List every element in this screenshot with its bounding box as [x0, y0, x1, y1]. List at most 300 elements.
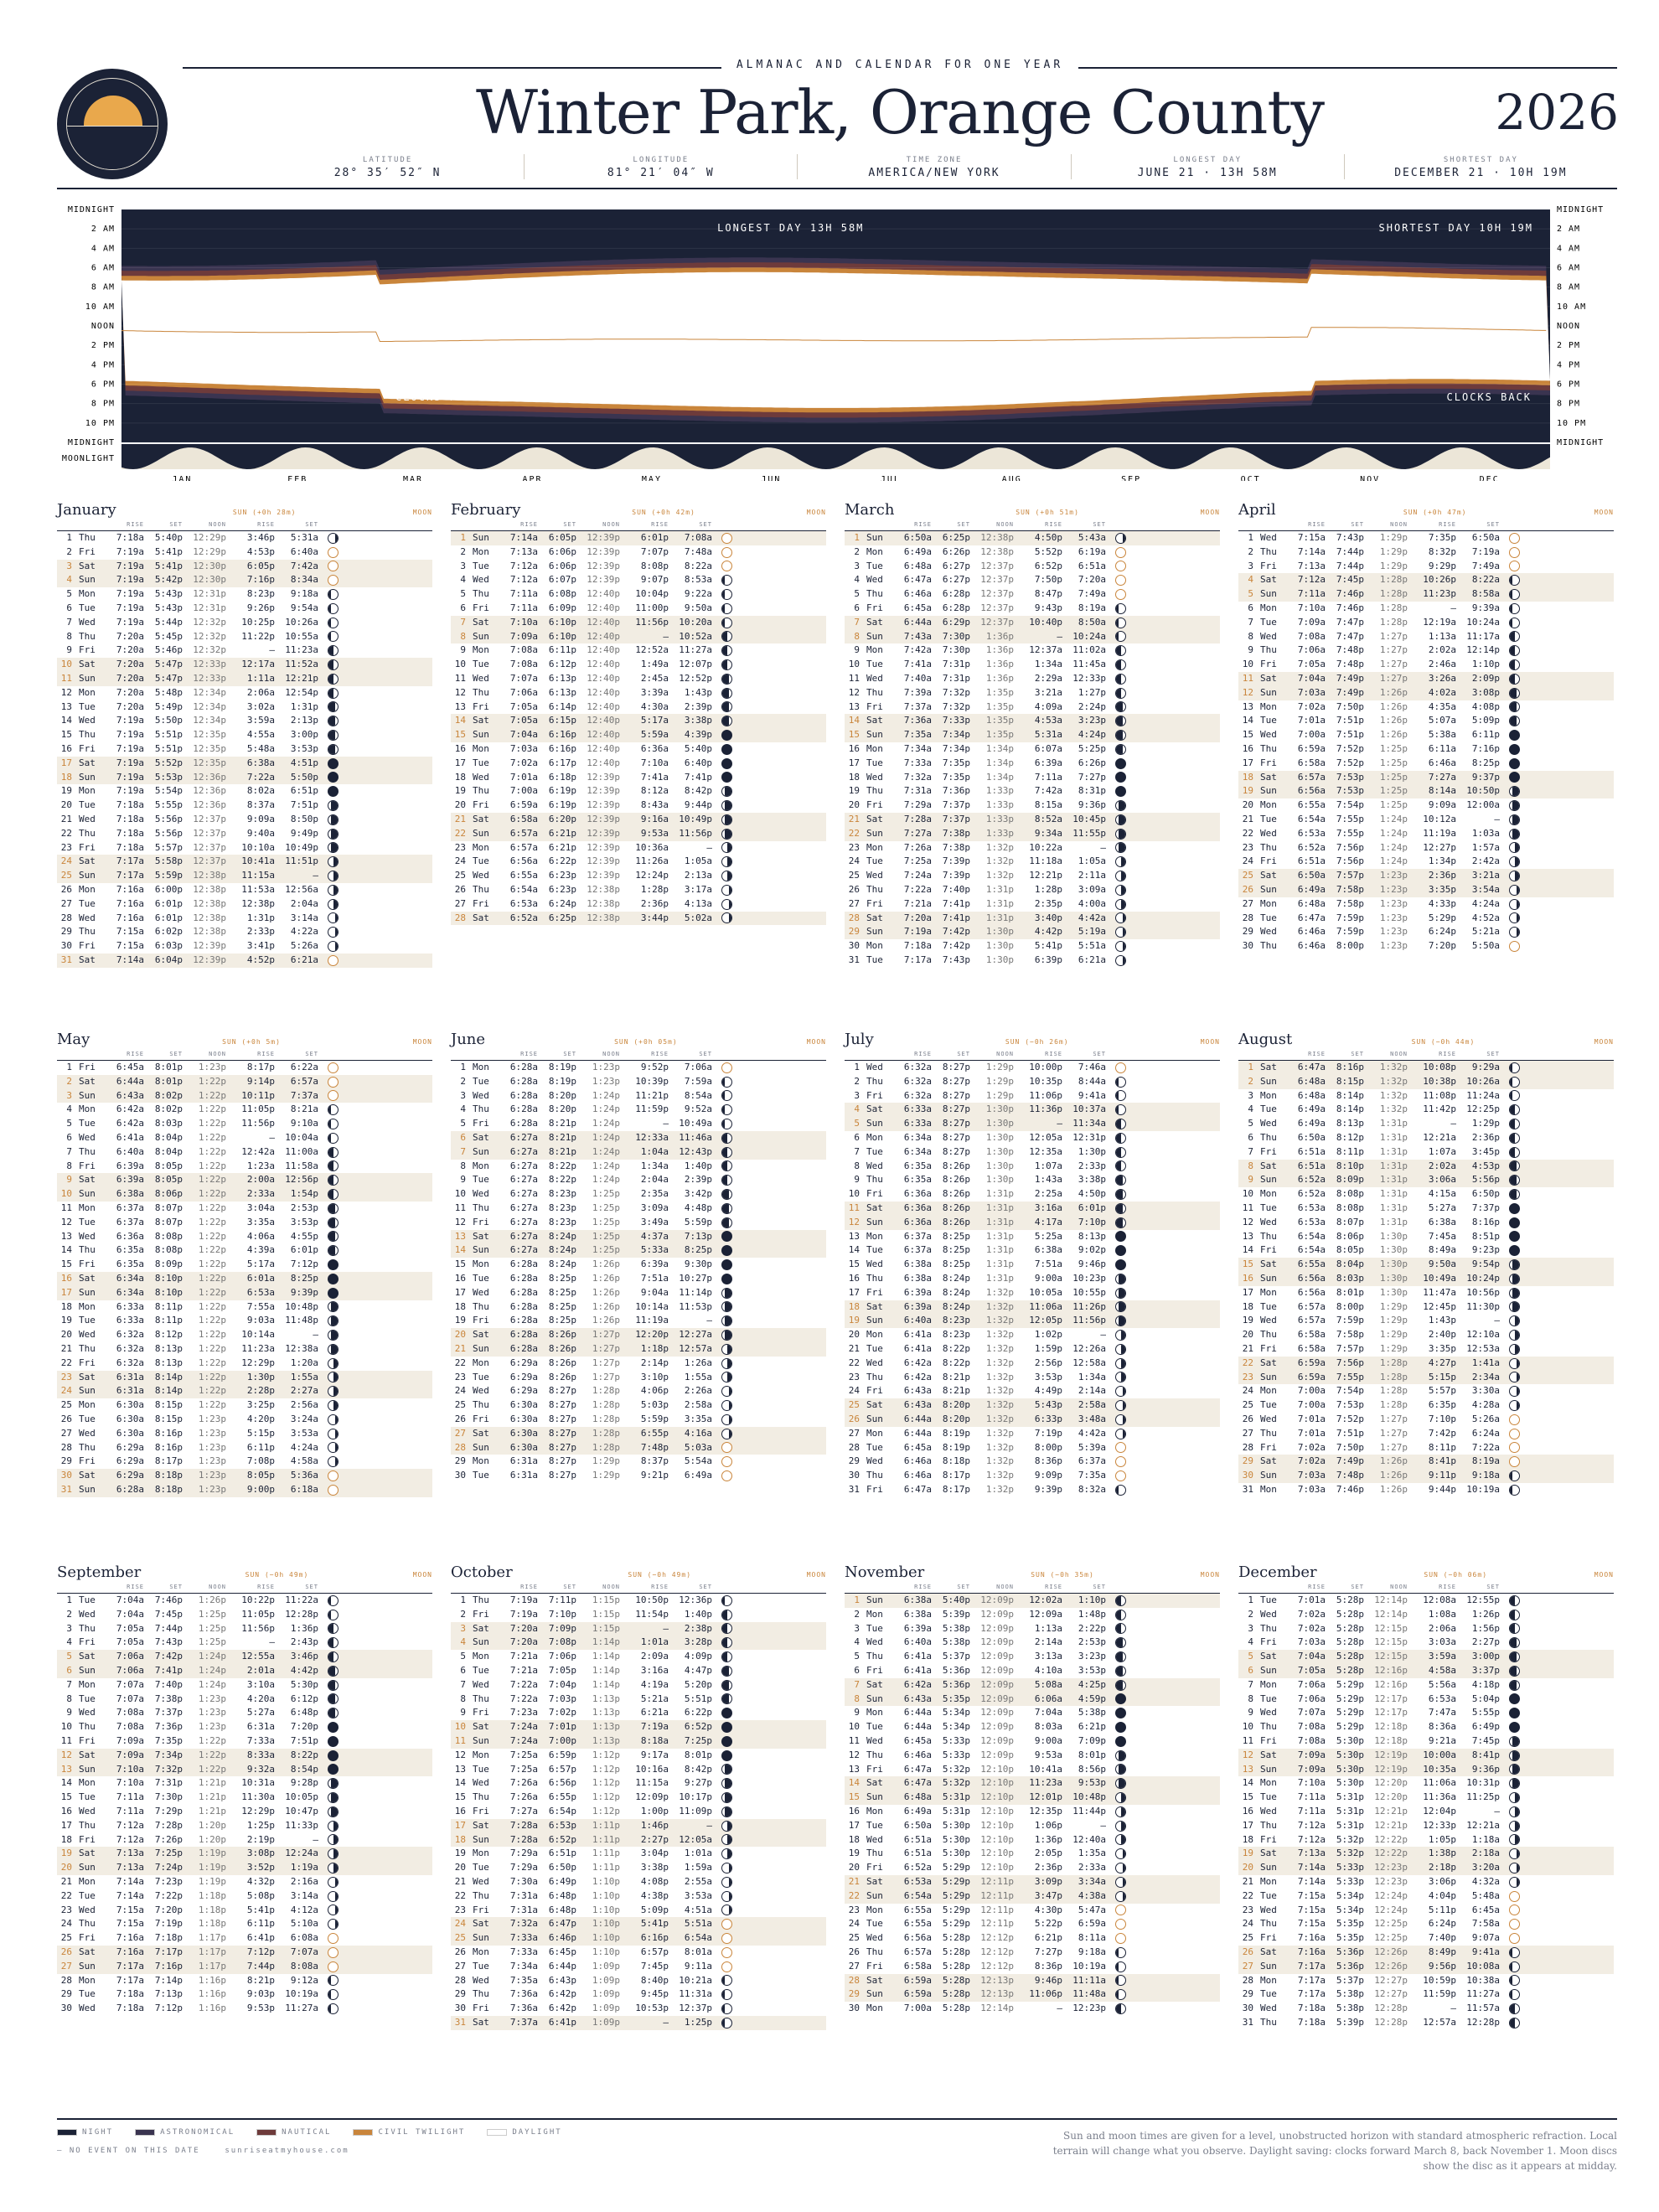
- moonset: 4:09p: [684, 1651, 712, 1662]
- moonrise: 10:26p: [1423, 574, 1456, 586]
- weekday: Fri: [866, 1483, 883, 1495]
- solar-noon: 1:32p: [985, 1300, 1014, 1312]
- solar-noon: 1:30p: [985, 1174, 1014, 1186]
- solar-noon: 1:22p: [198, 1118, 226, 1129]
- day-number: 25: [1242, 1399, 1253, 1411]
- weekday: Sat: [79, 1075, 96, 1087]
- sunset: 8:17p: [154, 1455, 183, 1467]
- moonset: 1:05a: [684, 855, 712, 867]
- sunrise: 7:19a: [116, 757, 144, 768]
- moonrise: 3:59a: [246, 715, 275, 726]
- moonrise: 8:33a: [246, 1749, 275, 1760]
- moon-phase-icon: [328, 955, 339, 966]
- moonrise: 7:42p: [1428, 1427, 1456, 1439]
- day-row: [1238, 658, 1614, 672]
- sunset: 8:27p: [942, 1145, 970, 1157]
- weekday: Mon: [866, 1707, 883, 1718]
- moon-phase-icon: [721, 1386, 732, 1397]
- moon-phase-icon: [328, 1301, 339, 1312]
- moonset: 3:37p: [1471, 1664, 1500, 1676]
- solar-noon: 1:31p: [985, 1230, 1014, 1242]
- solar-noon: 1:28p: [592, 1427, 620, 1439]
- day-number: 21: [1242, 1342, 1253, 1354]
- weekday: Sat: [79, 757, 96, 768]
- moonrise: 2:04a: [640, 1174, 669, 1186]
- weekday: Tue: [473, 560, 489, 571]
- solar-noon: 1:36p: [985, 644, 1014, 656]
- solar-noon: 1:30p: [985, 1131, 1014, 1143]
- solar-noon: 1:23p: [1379, 940, 1408, 952]
- moonset: 4:24p: [1078, 729, 1106, 741]
- sunset: 5:30p: [1336, 1777, 1364, 1789]
- weekday: Mon: [473, 1357, 489, 1368]
- sunset: 7:55p: [1336, 827, 1364, 839]
- moonset: 9:23p: [1471, 1244, 1500, 1256]
- weekday: Thu: [473, 1693, 489, 1704]
- moon-phase-icon: [1509, 730, 1520, 741]
- moon-phase-icon: [328, 1062, 339, 1073]
- day-row: [57, 1946, 432, 1960]
- moon-phase-icon: [328, 1147, 339, 1158]
- sunrise: 6:28a: [509, 1118, 538, 1129]
- solar-noon: 1:19p: [198, 1875, 226, 1887]
- day-row: [57, 757, 432, 771]
- col-set: SET: [563, 1051, 576, 1057]
- moon-phase-icon: [1115, 533, 1126, 544]
- moonrise: 7:08p: [246, 1455, 275, 1467]
- sunset: 8:19p: [548, 1062, 576, 1072]
- sunset: 7:02p: [548, 1707, 576, 1718]
- weekday: Wed: [1260, 2003, 1277, 2014]
- moonrise: 10:22a: [1029, 841, 1062, 853]
- sunset: 7:44p: [154, 1622, 183, 1634]
- sunrise: 6:56a: [1297, 1286, 1326, 1298]
- moonrise: 10:04p: [635, 588, 669, 600]
- weekday: Sat: [79, 1946, 96, 1957]
- sunrise: 6:42a: [116, 1103, 144, 1115]
- day-row: [451, 1258, 826, 1272]
- solar-noon: 1:26p: [1379, 686, 1408, 698]
- day-row: [57, 1664, 432, 1678]
- solar-noon: 1:32p: [985, 1427, 1014, 1439]
- sunrise: 6:58a: [1297, 1342, 1326, 1354]
- sunrise: 7:24a: [509, 1734, 538, 1746]
- day-row: [451, 1145, 826, 1160]
- moonrise: 9:04a: [640, 1286, 669, 1298]
- sunset: 5:51p: [154, 742, 183, 754]
- moonset: 4:53p: [1471, 1160, 1500, 1171]
- day-row: [1238, 630, 1614, 644]
- solar-noon: 1:23p: [198, 1470, 226, 1481]
- moonrise: 8:03a: [1034, 1721, 1062, 1733]
- moonset: 10:23p: [1072, 1272, 1106, 1284]
- sunset: 7:28p: [154, 1819, 183, 1831]
- moon-phase-icon: [721, 631, 732, 642]
- day-number: 12: [848, 1216, 860, 1227]
- moonrise: 3:52p: [246, 1862, 275, 1873]
- moon-phase-icon: [1509, 1344, 1520, 1355]
- month-name: May: [57, 1031, 90, 1048]
- sunset: 7:44p: [1336, 560, 1364, 571]
- day-row: [845, 855, 1220, 869]
- moonset: 3:00p: [1471, 1651, 1500, 1662]
- moon-phase-icon: [721, 1778, 732, 1789]
- moon-phase-icon: [1115, 547, 1126, 558]
- solar-noon: 12:39p: [193, 940, 226, 952]
- sunset: 7:35p: [942, 757, 970, 768]
- sunset: 6:24p: [548, 897, 576, 909]
- moon-phase-icon: [1115, 2003, 1126, 2014]
- weekday: Sat: [1260, 1455, 1277, 1467]
- moon-phase-icon: [328, 744, 339, 755]
- sunrise: 7:09a: [116, 1749, 144, 1760]
- moonrise: —: [1450, 1118, 1456, 1129]
- sunrise: 6:51a: [1297, 855, 1326, 867]
- day-number: 28: [454, 1974, 466, 1986]
- day-number: 11: [454, 1734, 466, 1746]
- moon-phase-icon: [1509, 856, 1520, 867]
- moon-phase-icon: [1115, 1429, 1126, 1439]
- moonrise: 4:33p: [1428, 897, 1456, 909]
- solar-noon: 1:30p: [1379, 1244, 1408, 1256]
- moonrise: 7:48p: [640, 1441, 669, 1453]
- weekday: Thu: [473, 1300, 489, 1312]
- day-row: [57, 531, 432, 545]
- day-row: [1238, 545, 1614, 560]
- day-row: [1238, 1749, 1614, 1763]
- sunrise: 7:04a: [116, 1594, 144, 1605]
- weekday: Fri: [473, 2003, 489, 2014]
- day-number: 7: [460, 1678, 466, 1690]
- moonset: 4:16a: [684, 1427, 712, 1439]
- day-number: 3: [66, 1622, 72, 1634]
- sunrise: 6:57a: [509, 841, 538, 853]
- weekday: Wed: [473, 1286, 489, 1298]
- weekday: Wed: [79, 1707, 96, 1718]
- moonrise: 11:19a: [1423, 827, 1456, 839]
- sunset: 8:12p: [154, 1329, 183, 1341]
- day-number: 12: [60, 686, 72, 698]
- weekday: Wed: [473, 1777, 489, 1789]
- day-number: 8: [66, 1160, 72, 1171]
- sunrise: 7:12a: [1297, 1833, 1326, 1845]
- sunrise: 7:11a: [1297, 1805, 1326, 1817]
- solar-noon: 1:29p: [1379, 532, 1408, 543]
- sunrise: 7:20a: [116, 686, 144, 698]
- moonrise: 9:39p: [1034, 1483, 1062, 1495]
- moonset: 1:26p: [1471, 1608, 1500, 1620]
- moonset: 10:31p: [1466, 1777, 1500, 1789]
- day-row: [845, 1187, 1220, 1202]
- sunrise: 7:18a: [116, 827, 144, 839]
- day-number: 13: [1242, 700, 1253, 712]
- weekday: Wed: [866, 1357, 883, 1368]
- moon-phase-icon: [1115, 899, 1126, 910]
- moonrise: 2:14p: [640, 1357, 669, 1368]
- day-row: [1238, 841, 1614, 855]
- sunset: 7:37p: [942, 799, 970, 811]
- solar-noon: 12:40p: [587, 616, 620, 628]
- sunset: 8:08p: [1336, 1188, 1364, 1200]
- moonrise: 4:09a: [1034, 700, 1062, 712]
- sunset: 7:25p: [154, 1848, 183, 1859]
- moon-phase-icon: [721, 1848, 732, 1859]
- moon-phase-icon: [1115, 1821, 1126, 1832]
- moonset: 4:51p: [290, 757, 318, 768]
- moonset: 4:48p: [684, 1202, 712, 1213]
- day-number: 6: [66, 1664, 72, 1676]
- moon-phase-icon: [1115, 1274, 1126, 1284]
- weekday: Sat: [473, 1622, 489, 1634]
- sunset: 8:26p: [942, 1202, 970, 1213]
- moonset: 10:45p: [1072, 813, 1106, 824]
- moon-phase-icon: [1115, 561, 1126, 571]
- moon-phase-icon: [328, 800, 339, 811]
- sunrise: 7:15a: [116, 926, 144, 938]
- day-row: [845, 1145, 1220, 1160]
- moon-phase-icon: [328, 1330, 339, 1341]
- moonset: —: [1100, 841, 1106, 853]
- moonset: 3:35a: [684, 1413, 712, 1424]
- legend-item: [353, 2128, 465, 2137]
- sunset: 8:17p: [942, 1483, 970, 1495]
- moon-phase-icon: [1509, 1245, 1520, 1256]
- solar-noon: 12:11p: [980, 1918, 1014, 1930]
- weekday: Mon: [473, 1651, 489, 1662]
- sunset: 5:38p: [942, 1622, 970, 1634]
- day-row: [845, 1693, 1220, 1707]
- day-number: 23: [60, 841, 72, 853]
- moonrise: 4:04p: [1428, 1889, 1456, 1901]
- moonrise: 12:04p: [1423, 1805, 1456, 1817]
- weekday: Tue: [473, 1763, 489, 1775]
- weekday: Tue: [1260, 1594, 1277, 1605]
- moonrise: 9:16a: [640, 813, 669, 824]
- day-row: [57, 602, 432, 616]
- sunset: 8:10p: [154, 1272, 183, 1284]
- day-row: [845, 1441, 1220, 1455]
- moonrise: 7:11a: [1034, 771, 1062, 783]
- moonset: 12:28p: [285, 1608, 318, 1620]
- weekday: Tue: [1260, 715, 1277, 726]
- moonset: 12:37p: [679, 2003, 712, 2014]
- sunrise: 7:05a: [1297, 659, 1326, 670]
- day-row: [57, 616, 432, 630]
- day-row: [57, 1145, 432, 1160]
- sunrise: 7:29a: [509, 1862, 538, 1873]
- moonset: 2:14a: [1078, 1385, 1106, 1397]
- weekday: Sat: [1260, 1357, 1277, 1368]
- solar-noon: 1:27p: [592, 1342, 620, 1354]
- moon-phase-icon: [1509, 2003, 1520, 2014]
- moon-phase-icon: [1115, 1610, 1126, 1620]
- day-number: 7: [854, 1145, 860, 1157]
- solar-noon: 12:39p: [587, 574, 620, 586]
- solar-noon: 1:14p: [592, 1678, 620, 1690]
- sunrise: 6:48a: [903, 560, 932, 571]
- solar-noon: 1:30p: [985, 954, 1014, 965]
- day-row: [57, 883, 432, 897]
- sunrise: 7:14a: [509, 532, 538, 543]
- day-number: 13: [60, 700, 72, 712]
- moonrise: 10:14a: [635, 1300, 669, 1312]
- month-axis-label: NOV: [1360, 475, 1381, 481]
- sunrise: 6:59a: [1297, 742, 1326, 754]
- weekday: Mon: [79, 1399, 96, 1411]
- moon-phase-icon: [1509, 1147, 1520, 1158]
- solar-noon: 1:32p: [985, 1342, 1014, 1354]
- sunset: 7:10p: [548, 1608, 576, 1620]
- day-row: [451, 1847, 826, 1861]
- solar-noon: 12:10p: [980, 1805, 1014, 1817]
- moon-phase-icon: [328, 1372, 339, 1382]
- sunrise: 7:18a: [903, 940, 932, 952]
- moonset: 11:56p: [1072, 1315, 1106, 1326]
- day-row: [845, 925, 1220, 939]
- solar-noon: 1:31p: [1379, 1202, 1408, 1213]
- day-number: 7: [1248, 616, 1253, 628]
- sunset: 5:38p: [1336, 1988, 1364, 2000]
- solar-noon: 1:36p: [985, 659, 1014, 670]
- day-number: 22: [60, 1889, 72, 1901]
- moonset: 3:45p: [1471, 1145, 1500, 1157]
- sunset: 8:13p: [154, 1342, 183, 1354]
- month-axis-label: JAN: [172, 475, 193, 481]
- moonrise: 4:53p: [246, 545, 275, 557]
- weekday: Sun: [1260, 588, 1277, 600]
- weekday: Sun: [866, 1791, 883, 1803]
- sunrise: 7:06a: [116, 1651, 144, 1662]
- sunset: 7:31p: [942, 659, 970, 670]
- moonset: 3:42p: [684, 1188, 712, 1200]
- sunrise: 6:31a: [116, 1385, 144, 1397]
- day-row: [1238, 912, 1614, 926]
- weekday: Mon: [1260, 897, 1277, 909]
- weekday: Sun: [473, 630, 489, 642]
- sunset: 8:14p: [154, 1371, 183, 1382]
- day-number: 22: [1242, 827, 1253, 839]
- sunset: 8:18p: [154, 1483, 183, 1495]
- moonset: 5:26a: [1471, 1413, 1500, 1424]
- weekday: Fri: [866, 602, 883, 613]
- moonrise: 9:29p: [1428, 560, 1456, 571]
- day-number: 17: [454, 1286, 466, 1298]
- moon-phase-icon: [328, 659, 339, 670]
- solar-noon: 12:39p: [587, 532, 620, 543]
- solar-noon: 12:37p: [193, 827, 226, 839]
- day-row: [57, 1608, 432, 1622]
- y-tick-label-left: 4 AM: [90, 244, 115, 254]
- sunrise: 7:17a: [1297, 1988, 1326, 2000]
- day-row: [845, 700, 1220, 715]
- weekday: Sat: [79, 1371, 96, 1382]
- moonrise: 5:59a: [640, 729, 669, 741]
- sunset: 8:01p: [1336, 1286, 1364, 1298]
- moonrise: 2:25a: [1034, 1188, 1062, 1200]
- solar-noon: 12:12p: [980, 1932, 1014, 1944]
- weekday: Wed: [473, 870, 489, 881]
- solar-noon: 1:18p: [198, 1889, 226, 1901]
- sunset: 6:18p: [548, 771, 576, 783]
- moonrise: 3:35p: [1428, 1342, 1456, 1354]
- moon-phase-icon: [721, 1077, 732, 1088]
- moonrise: —: [1057, 2003, 1062, 2014]
- sunrise: 6:57a: [903, 1946, 932, 1957]
- sun-delta: SUN (−0h 26m): [1005, 1038, 1069, 1046]
- weekday: Sun: [79, 1286, 96, 1298]
- site-link[interactable]: sunriseatmyhouse.com: [225, 2147, 349, 2155]
- solar-noon: 12:15p: [1374, 1636, 1408, 1648]
- sunrise: 7:41a: [903, 659, 932, 670]
- weekday: Wed: [1260, 1315, 1277, 1326]
- day-row: [1238, 742, 1614, 757]
- day-number: 12: [848, 686, 860, 698]
- column-headers: [845, 1584, 1220, 1593]
- day-row: [845, 602, 1220, 616]
- moonset: 12:43p: [679, 1145, 712, 1157]
- sunrise: 7:02a: [1297, 1622, 1326, 1634]
- day-number: 27: [60, 1960, 72, 1972]
- day-number: 24: [454, 1918, 466, 1930]
- day-row: [1238, 1216, 1614, 1230]
- day-number: 30: [848, 1470, 860, 1481]
- moonset: 11:33p: [285, 1819, 318, 1831]
- weekday: Fri: [866, 1188, 883, 1200]
- moon-phase-icon: [1115, 603, 1126, 614]
- moonset: 7:59a: [684, 1075, 712, 1087]
- sunset: 7:32p: [942, 686, 970, 698]
- day-number: 8: [1248, 630, 1253, 642]
- sunrise: 7:18a: [116, 532, 144, 543]
- moonset: 12:24a: [285, 1848, 318, 1859]
- moon-header: MOON: [1594, 509, 1614, 516]
- moonrise: 8:37p: [640, 1455, 669, 1467]
- sunset: 5:39p: [942, 1608, 970, 1620]
- day-number: 22: [1242, 1357, 1253, 1368]
- moonrise: 4:02a: [1428, 686, 1456, 698]
- moonrise: 3:04p: [640, 1848, 669, 1859]
- moonset: 11:27a: [1466, 1988, 1500, 2000]
- moonrise: 1:13a: [1034, 1622, 1062, 1634]
- sunrise: 6:45a: [903, 1734, 932, 1746]
- solar-noon: 12:39p: [587, 771, 620, 783]
- moonrise: 9:00a: [1034, 1272, 1062, 1284]
- moon-phase-icon: [1115, 1245, 1126, 1256]
- moon-phase-icon: [721, 1877, 732, 1888]
- fact-label: TIME ZONE: [906, 156, 963, 164]
- moon-phase-icon: [1115, 645, 1126, 656]
- day-row: [1238, 1594, 1614, 1608]
- moonset: 3:14a: [290, 912, 318, 923]
- moon-phase-icon: [1115, 941, 1126, 952]
- moonset: 12:36p: [679, 1594, 712, 1605]
- sunset: 7:19p: [154, 1918, 183, 1930]
- day-number: 3: [460, 1089, 466, 1101]
- sunrise: 6:55a: [509, 870, 538, 881]
- sunrise: 7:25a: [509, 1763, 538, 1775]
- sunrise: 7:04a: [1297, 672, 1326, 684]
- moonrise: —: [269, 1131, 275, 1143]
- sunrise: 7:32a: [509, 1918, 538, 1930]
- fact-value: DECEMBER 21 · 10H 19M: [1394, 167, 1568, 179]
- sunset: 7:43p: [942, 954, 970, 965]
- moonset: 8:50a: [1078, 616, 1106, 628]
- weekday: Wed: [866, 1734, 883, 1746]
- weekday: Sun: [79, 1862, 96, 1873]
- moonset: 11:34a: [1072, 1118, 1106, 1129]
- day-row: [451, 1678, 826, 1693]
- sunset: 7:49p: [1336, 686, 1364, 698]
